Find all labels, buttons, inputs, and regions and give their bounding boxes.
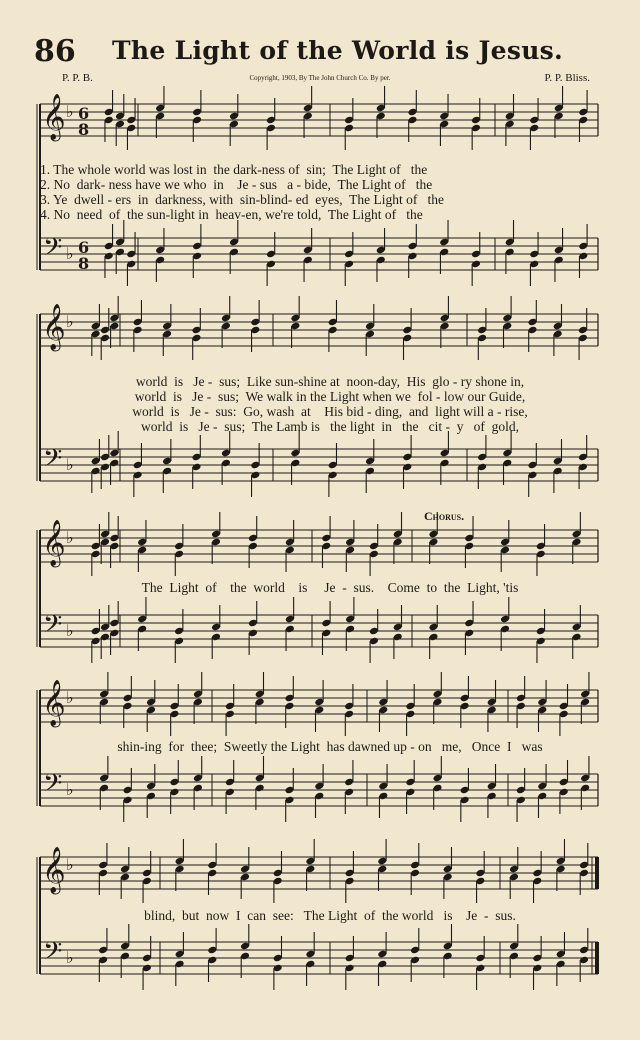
key-flat: ♭ — [66, 102, 74, 121]
treble-clef: 𝄞 — [42, 680, 66, 726]
time-signature-bottom: 8 — [78, 254, 90, 273]
time-signature-bottom: 8 — [78, 120, 90, 139]
key-flat: ♭ — [66, 855, 74, 874]
bass-clef: 𝄢 — [43, 769, 63, 804]
key-flat: ♭ — [66, 780, 74, 799]
words-credit: P. P. B. — [62, 72, 93, 84]
bass-clef: 𝄢 — [43, 233, 63, 268]
bass-clef: 𝄢 — [43, 444, 63, 479]
system5-lyric: blind, but now I can see: The Light of the world is Je - sus. — [144, 908, 516, 923]
key-flat: ♭ — [66, 312, 74, 331]
key-flat: ♭ — [66, 244, 74, 263]
system1-verse4: 4. No need of the sun-light in heav-en, we're told, The Light of the — [40, 207, 423, 222]
key-flat: ♭ — [66, 621, 74, 640]
time-signature-top: 6 — [78, 104, 90, 123]
time-signature-top: 6 — [78, 238, 90, 257]
hymn-number: 86 — [34, 34, 76, 69]
system1-verse1: 1. The whole world was lost in the dark-ness of sin; The Light of the — [40, 162, 428, 177]
system4-lyric: shin-ing for thee; Sweetly the Light has dawned up - on me, Once I was — [117, 739, 543, 754]
system2-verse2: world is Je - sus; We walk in the Light when we fol - low our Guide, — [134, 389, 526, 404]
key-flat: ♭ — [66, 688, 74, 707]
system2-verse1: world is Je - sus; Like sun-shine at noon-day, His glo - ry shone in, — [135, 374, 525, 389]
final-barline-thick — [595, 942, 599, 974]
key-flat: ♭ — [66, 528, 74, 547]
hymn-title: The Light of the World is Jesus. — [112, 36, 564, 65]
system2-verse3: world is Je - sus: Go, wash at His bid - ding, and light will a - rise, — [132, 404, 528, 419]
treble-clef: 𝄞 — [42, 94, 66, 140]
system1-verse2: 2. No dark- ness have we who in Je - sus a - bide, The Light of the — [40, 177, 433, 192]
treble-clef: 𝄞 — [42, 304, 66, 350]
copyright-notice: Copyright, 1903, By The John Church Co. By per. — [249, 74, 391, 82]
system3-lyric: The Light of the world is Je - sus. Come to the Light, 'tis — [141, 580, 519, 595]
key-flat: ♭ — [66, 455, 74, 474]
music-credit: P. P. Bliss. — [544, 72, 590, 84]
system1-verse3: 3. Ye dwell - ers in darkness, with sin-blind- ed eyes, The Light of the — [40, 192, 444, 207]
system2-verse4: world is Je - sus; The Lamb is the light in the cit - y of gold, — [140, 419, 520, 434]
bass-clef: 𝄢 — [43, 937, 63, 972]
treble-clef: 𝄞 — [42, 847, 66, 893]
treble-clef: 𝄞 — [42, 520, 66, 566]
bass-clef: 𝄢 — [43, 610, 63, 645]
chorus-label: Chorus. — [424, 509, 465, 523]
key-flat: ♭ — [66, 948, 74, 967]
final-barline-thick — [595, 857, 599, 889]
